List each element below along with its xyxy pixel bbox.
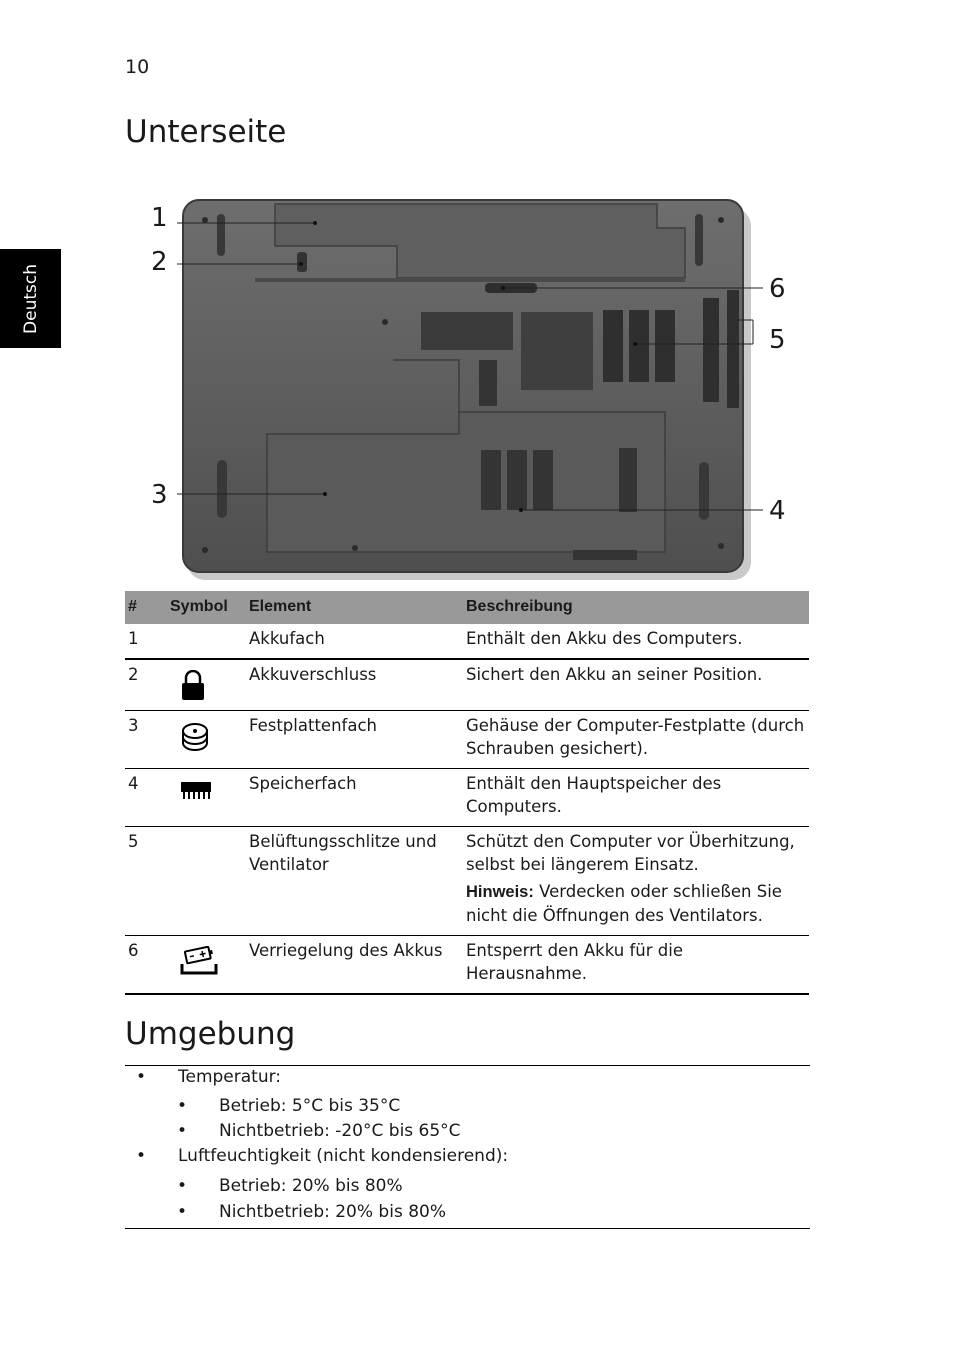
list-item bbox=[136, 1146, 508, 1166]
battery-release-icon bbox=[180, 946, 218, 976]
table-row bbox=[125, 769, 809, 827]
list-item-label: Nichtbetrieb: 20% bis 80% bbox=[219, 1202, 446, 1222]
row-num: 5 bbox=[128, 832, 139, 851]
lock-icon bbox=[180, 670, 206, 702]
header-num: # bbox=[125, 591, 167, 624]
list-item bbox=[177, 1176, 403, 1196]
row-num: 1 bbox=[128, 629, 139, 648]
row-description: Gehäuse der Computer-Festplatte (durch Schrauben gesichert). bbox=[466, 716, 805, 758]
language-tab-label: Deutsch bbox=[20, 263, 41, 334]
note-label: Hinweis: bbox=[466, 883, 534, 901]
row-element: Akkufach bbox=[249, 629, 325, 648]
row-num: 4 bbox=[128, 774, 139, 793]
list-item bbox=[177, 1121, 461, 1141]
row-num: 3 bbox=[128, 716, 139, 735]
row-element: Speicherfach bbox=[249, 774, 357, 793]
row-description: Sichert den Akku an seiner Position. bbox=[466, 665, 763, 684]
row-symbol bbox=[167, 659, 246, 711]
list-item bbox=[177, 1202, 446, 1222]
row-description: Enthält den Hauptspeicher des Computers. bbox=[466, 774, 722, 816]
hard-disk-icon bbox=[180, 721, 210, 753]
row-element: Belüftungsschlitze und Ventilator bbox=[249, 832, 437, 874]
bullet-icon: • bbox=[177, 1096, 188, 1116]
page-number: 10 bbox=[125, 56, 150, 78]
section-title-bottom: Unterseite bbox=[125, 114, 287, 150]
divider bbox=[125, 1065, 810, 1066]
laptop-bottom-illustration bbox=[125, 190, 815, 590]
row-num: 2 bbox=[128, 665, 139, 684]
list-item bbox=[177, 1096, 400, 1116]
row-num: 6 bbox=[128, 941, 139, 960]
callout-1: 1 bbox=[151, 203, 168, 233]
list-item-label: Luftfeuchtigkeit (nicht kondensierend): bbox=[178, 1146, 509, 1166]
header-description: Beschreibung bbox=[463, 591, 809, 624]
table-row bbox=[125, 936, 809, 995]
callout-5: 5 bbox=[769, 325, 786, 355]
list-item-label: Nichtbetrieb: -20°C bis 65°C bbox=[219, 1121, 461, 1141]
row-element: Verriegelung des Akkus bbox=[249, 941, 443, 960]
row-symbol bbox=[167, 936, 246, 995]
list-item-label: Betrieb: 20% bis 80% bbox=[219, 1176, 403, 1196]
bullet-icon: • bbox=[136, 1146, 147, 1166]
table-row bbox=[125, 624, 809, 659]
table-row bbox=[125, 659, 809, 711]
bullet-icon: • bbox=[136, 1067, 147, 1087]
row-description: Entsperrt den Akku für die Herausnahme. bbox=[466, 941, 683, 983]
row-symbol bbox=[167, 827, 246, 936]
bottom-parts-table bbox=[125, 591, 809, 995]
callout-6: 6 bbox=[769, 274, 786, 304]
memory-icon bbox=[180, 779, 212, 801]
row-description bbox=[463, 827, 809, 936]
row-note bbox=[466, 880, 806, 927]
bullet-icon: • bbox=[177, 1121, 188, 1141]
language-tab bbox=[0, 249, 61, 348]
divider bbox=[125, 1228, 810, 1229]
header-element: Element bbox=[246, 591, 463, 624]
row-symbol bbox=[167, 711, 246, 769]
bullet-icon: • bbox=[177, 1176, 188, 1196]
table-header-row bbox=[125, 591, 809, 624]
table-row bbox=[125, 827, 809, 936]
list-item bbox=[136, 1067, 281, 1087]
bullet-icon: • bbox=[177, 1202, 188, 1222]
row-element: Festplattenfach bbox=[249, 716, 377, 735]
row-element: Akkuverschluss bbox=[249, 665, 377, 684]
header-symbol: Symbol bbox=[167, 591, 246, 624]
callout-2: 2 bbox=[151, 247, 168, 277]
note-text: Verdecken oder schließen Sie nicht die Öffnungen des Ventilators. bbox=[466, 882, 782, 925]
row-symbol bbox=[167, 769, 246, 827]
row-description-text: Schützt den Computer vor Überhitzung, selbst bei längerem Einsatz. bbox=[466, 832, 795, 874]
row-description: Enthält den Akku des Computers. bbox=[466, 629, 743, 648]
callout-3: 3 bbox=[151, 480, 168, 510]
laptop-bottom-figure bbox=[125, 190, 815, 590]
list-item-label: Betrieb: 5°C bis 35°C bbox=[219, 1096, 401, 1116]
row-symbol bbox=[167, 624, 246, 659]
callout-4: 4 bbox=[769, 496, 786, 526]
table-row bbox=[125, 711, 809, 769]
list-item-label: Temperatur: bbox=[178, 1067, 282, 1087]
section-title-environment: Umgebung bbox=[125, 1016, 296, 1052]
